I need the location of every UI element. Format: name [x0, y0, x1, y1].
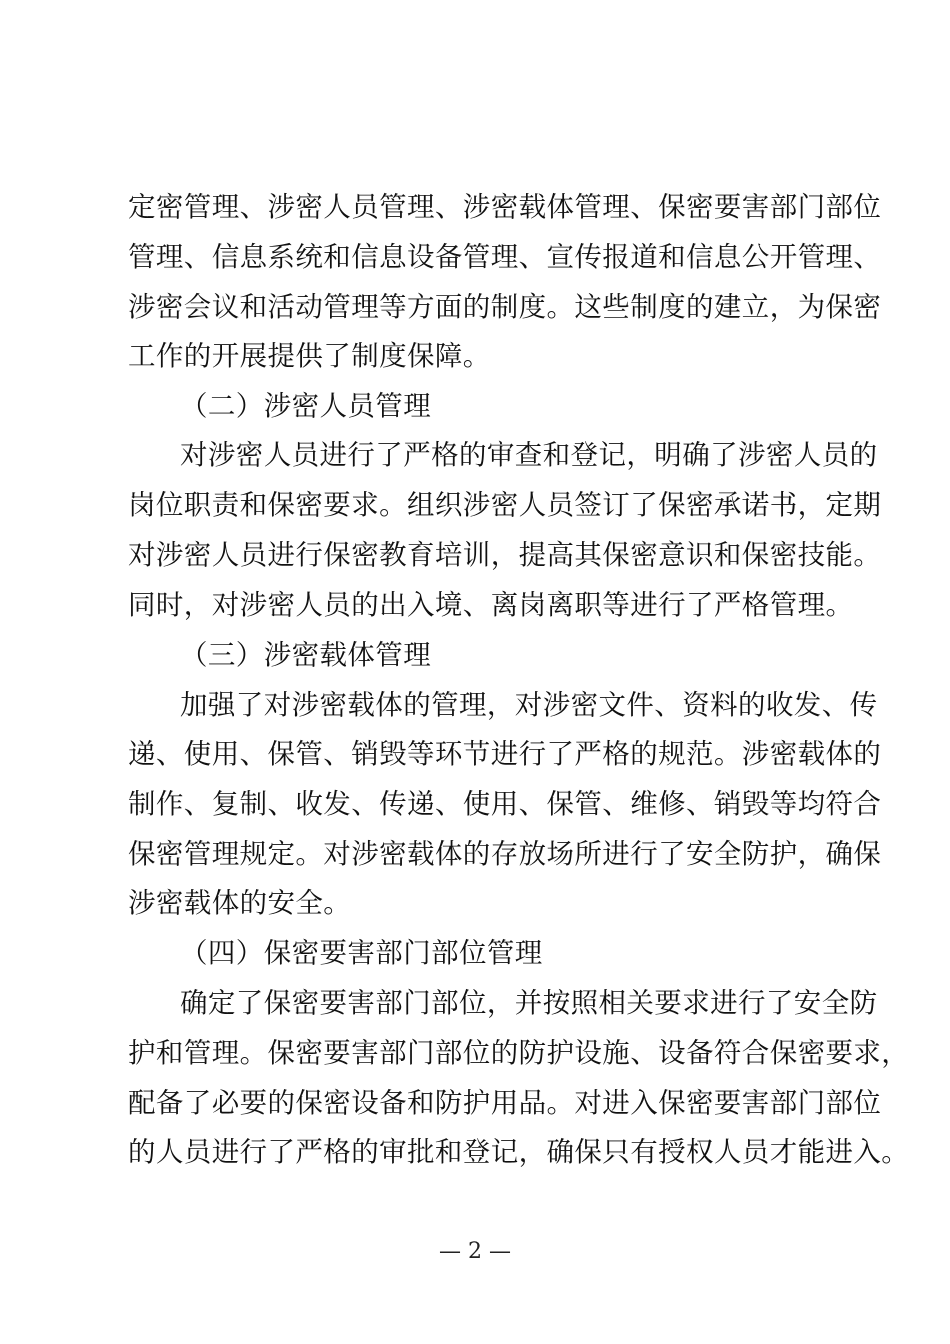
- body-text-line: 保密管理规定。对涉密载体的存放场所进行了安全防护，确保: [128, 838, 882, 870]
- body-text-line: 确定了保密要害部门部位，并按照相关要求进行了安全防: [180, 987, 878, 1019]
- body-text-line: 工作的开展提供了制度保障。: [128, 340, 491, 372]
- body-text-line: 定密管理、涉密人员管理、涉密载体管理、保密要害部门部位: [128, 191, 882, 223]
- body-text-line: 制作、复制、收发、传递、使用、保管、维修、销毁等均符合: [128, 788, 882, 820]
- body-text-line: 管理、信息系统和信息设备管理、宣传报道和信息公开管理、: [128, 241, 882, 273]
- body-text-line: 涉密载体的安全。: [128, 887, 352, 919]
- body-text-line: 配备了必要的保密设备和防护用品。对进入保密要害部门部位: [128, 1087, 882, 1119]
- page-number: — 2 —: [439, 1239, 511, 1264]
- body-text-line: 加强了对涉密载体的管理，对涉密文件、资料的收发、传: [180, 689, 878, 721]
- section-heading-carriers: （三）涉密载体管理: [180, 639, 432, 671]
- section-heading-key-departments: （四）保密要害部门部位管理: [180, 937, 543, 969]
- body-text-line: 岗位职责和保密要求。组织涉密人员签订了保密承诺书，定期: [128, 489, 882, 521]
- body-text-line: 对涉密人员进行了严格的审查和登记，明确了涉密人员的: [180, 439, 878, 471]
- section-heading-personnel: （二）涉密人员管理: [180, 390, 432, 422]
- body-text-line: 护和管理。保密要害部门部位的防护设施、设备符合保密要求，: [128, 1037, 910, 1069]
- body-text-line: 递、使用、保管、销毁等环节进行了严格的规范。涉密载体的: [128, 738, 882, 770]
- body-text-line: 同时，对涉密人员的出入境、离岗离职等进行了严格管理。: [128, 589, 854, 621]
- body-text-line: 对涉密人员进行保密教育培训，提高其保密意识和保密技能。: [128, 539, 882, 571]
- body-text-line: 涉密会议和活动管理等方面的制度。这些制度的建立，为保密: [128, 291, 882, 323]
- body-text-line: 的人员进行了严格的审批和登记，确保只有授权人员才能进入。: [128, 1136, 910, 1168]
